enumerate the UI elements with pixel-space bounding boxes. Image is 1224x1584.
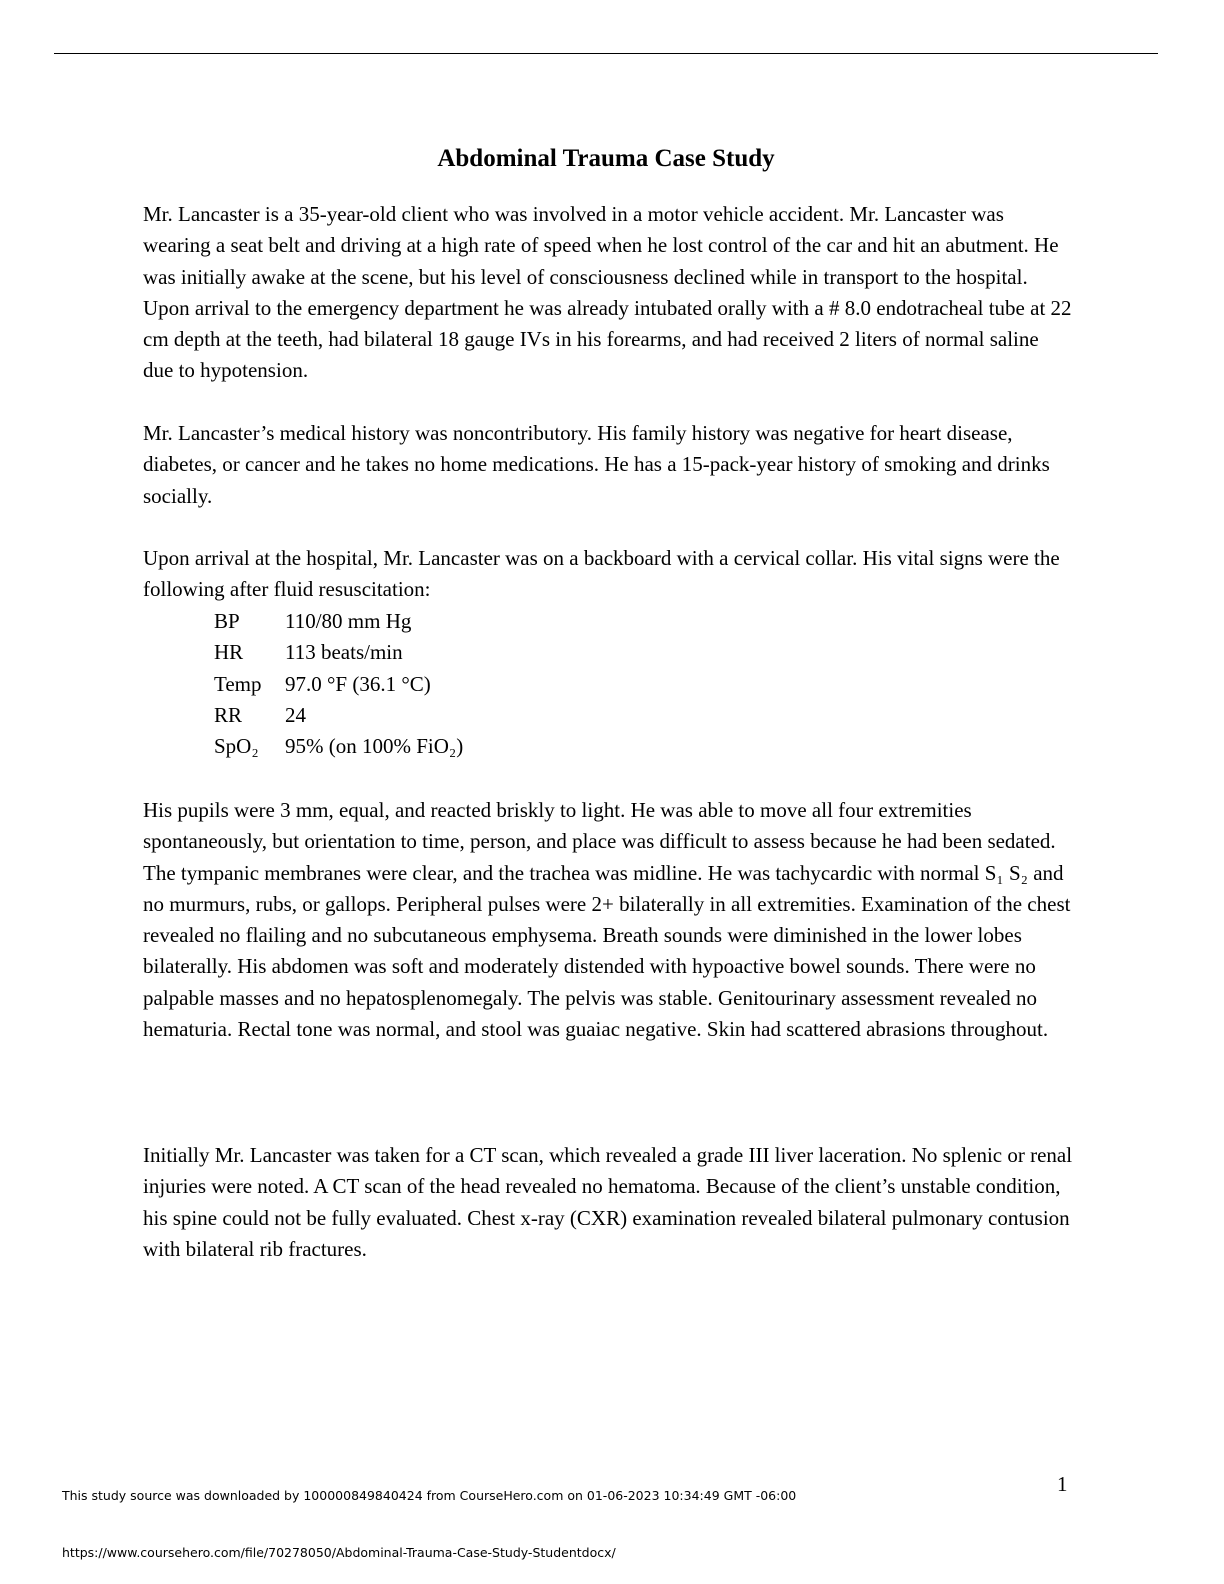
vital-value: 113 beats/min xyxy=(285,640,403,665)
top-rule xyxy=(54,53,1158,54)
vital-label: SpO₂ xyxy=(214,734,259,759)
vital-label: BP xyxy=(214,609,240,633)
vital-value: 110/80 mm Hg xyxy=(285,609,412,633)
paragraph-arrival: Upon arrival at the hospital, Mr. Lancaster was on a backboard with a cervical collar. His vital signs were the following after fluid resuscitation: xyxy=(143,546,1060,602)
vital-label: HR xyxy=(214,640,244,665)
source-url: https://www.coursehero.com/file/70278050/Abdominal-Trauma-Case-Study-Studentdocx/ xyxy=(62,1545,616,1560)
document-title: Abdominal Trauma Case Study xyxy=(437,145,775,172)
vital-label: Temp xyxy=(214,671,262,696)
vital-row-bp xyxy=(214,606,463,637)
vital-value: 97.0 °F (36.1 °C) xyxy=(285,671,431,696)
page-number: 1 xyxy=(1057,1472,1068,1496)
paragraph-accident: Mr. Lancaster is a 35-year-old client who was involved in a motor vehicle accident. Mr. Lancaster was wearing a seat belt and driving at a high rate of speed when he lost control of the car and hit an abutment. He was initially awake at the scene, but his level of consciousness declined while in transport to the hospital. Upon arrival to the emergency department he was already intubated orally with a # 8.0 endotracheal tube at 22 cm depth at the teeth, had bilateral 18 gauge IVs in his forearms, and had received 2 liters of normal saline due to hypotension. xyxy=(143,202,1072,383)
vital-row-temp xyxy=(214,669,463,700)
vital-value: 95% (on 100% FiO₂) xyxy=(285,734,464,759)
vital-signs-list xyxy=(214,606,463,762)
paragraph-assessment: His pupils were 3 mm, equal, and reacted briskly to light. He was able to move all four extremities spontaneously, but orientation to time, person, and place was difficult to assess because he had been sedated. The tympanic membranes were clear, and the trachea was midline. He was tachycardic with normal S₁ S₂ and no murmurs, rubs, or gallops. Peripheral pulses were 2+ bilaterally in all extremities. Examination of the chest revealed no flailing and no subcutaneous emphysema. Breath sounds were diminished in the lower lobes bilaterally. His abdomen was soft and moderately distended with hypoactive bowel sounds. There were no palpable masses and no hepatosplenomegaly. The pelvis was stable. Genitourinary assessment revealed no hematuria. Rectal tone was normal, and stool was guaiac negative. Skin had scattered abrasions throughout. xyxy=(143,798,1071,1042)
vital-row-rr xyxy=(214,700,463,731)
vital-row-hr xyxy=(214,637,463,668)
paragraph-imaging: Initially Mr. Lancaster was taken for a CT scan, which revealed a grade III liver laceration. No splenic or renal injuries were noted. A CT scan of the head revealed no hematoma. Because of the client’s unstable condition, his spine could not be fully evaluated. Chest x-ray (CXR) examination revealed bilateral pulmonary contusion with bilateral rib fractures. xyxy=(143,1143,1073,1261)
vital-row-spo2 xyxy=(214,731,463,762)
paragraph-history: Mr. Lancaster’s medical history was noncontributory. His family history was negative for heart disease, diabetes, or cancer and he takes no home medications. He has a 15-pack-year history of smoking and drinks socially. xyxy=(143,421,1050,508)
vital-label: RR xyxy=(214,702,243,727)
vital-value: 24 xyxy=(285,702,306,727)
download-source-notice: This study source was downloaded by 100000849840424 from CourseHero.com on 01-06-2023 10:34:49 GMT -06:00 xyxy=(62,1488,797,1503)
